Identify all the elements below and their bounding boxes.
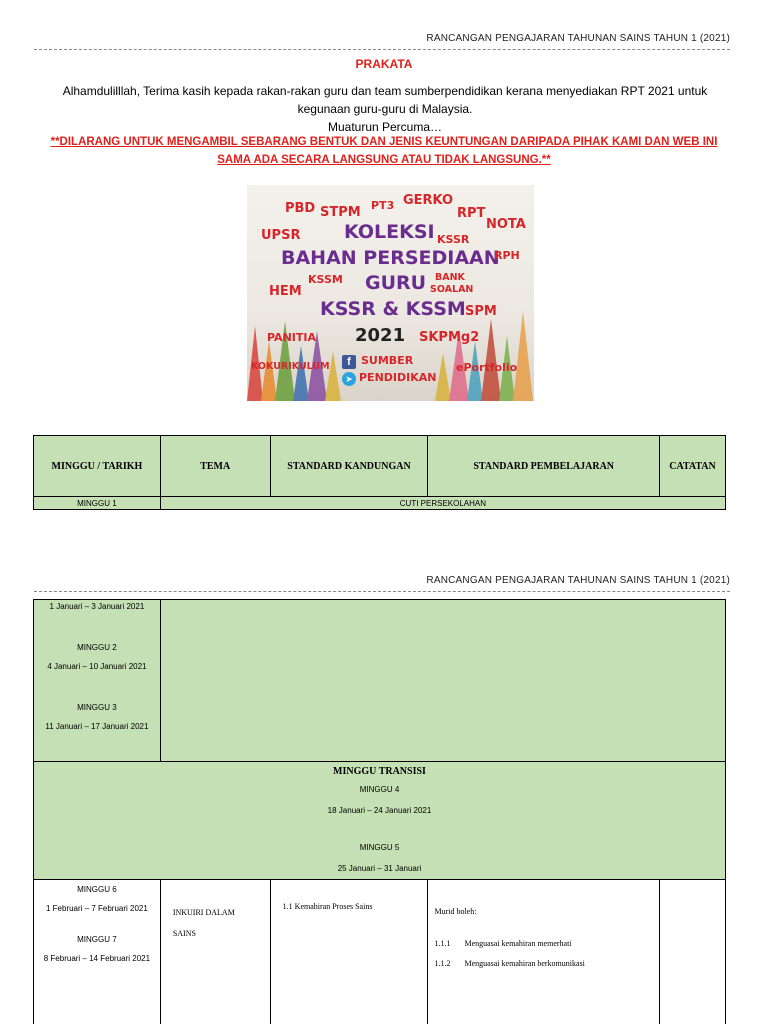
col-tema: TEMA (160, 436, 270, 497)
cell-minggu-transisi (34, 762, 726, 880)
header-rule (34, 49, 730, 50)
word-pbd: PBD (285, 201, 316, 216)
page-header-2 (34, 575, 730, 586)
word-upsr: UPSR (261, 228, 301, 243)
sp-item-1-text: Menguasai kemahiran memerhati (464, 939, 572, 948)
word-pendidikan: PENDIDIKAN (359, 371, 437, 384)
date-week-4: 18 Januari – 24 Januari 2021 (327, 806, 432, 815)
warning-text (34, 133, 734, 169)
header-text: RANCANGAN PENGAJARAN TAHUNAN SAINS TAHUN 1 (2021) (426, 33, 730, 44)
label-minggu-4: MINGGU 4 (359, 785, 400, 794)
warning-line: **DILARANG UNTUK MENGAMBIL SEBARANG BENTUK DAN JENIS KEUNTUNGAN DARIPADA PIHAK KAMI DAN WEB INI SAMA ADA SECARA LANGSUNG ATAU TIDAK LANGSUNG.** (50, 136, 718, 166)
word-eportfolio: ePortfolio (456, 361, 518, 374)
telegram-icon: ➤ (342, 372, 356, 386)
label-minggu-7: MINGGU 7 (77, 935, 117, 944)
word-skpmg2: SKPMg2 (419, 330, 480, 345)
label-minggu-6: MINGGU 6 (77, 885, 117, 894)
col-standard-kandungan: STANDARD KANDUNGAN (270, 436, 428, 497)
list-item (434, 934, 659, 954)
cell-minggu-1: MINGGU 1 (34, 497, 161, 510)
word-koleksi: KOLEKSI (344, 221, 435, 243)
word-sumber: SUMBER (361, 354, 414, 367)
date-week-2: 4 Januari – 10 Januari 2021 (47, 662, 147, 671)
word-gerko: GERKO (403, 193, 454, 208)
word-spm: SPM (465, 304, 497, 319)
label-minggu-3: MINGGU 3 (77, 703, 117, 712)
word-stpm: STPM (320, 205, 361, 220)
sp-item-2-text: Menguasai kemahiran berkomunikasi (464, 959, 585, 968)
intro-text (40, 82, 730, 136)
sp-intro: Murid boleh: (434, 907, 477, 916)
cell-lesson-weeks (34, 880, 161, 1024)
word-nota: NOTA (486, 217, 526, 232)
word-hem: HEM (269, 284, 302, 299)
word-pt3: PT3 (371, 199, 395, 212)
header-rule-2 (34, 591, 730, 592)
word-bahan-persediaan: BAHAN PERSEDIAAN (281, 247, 500, 269)
cell-cuti-empty (160, 600, 725, 762)
table-row-cuti (34, 600, 726, 762)
table-row-transisi (34, 762, 726, 880)
label-minggu-5: MINGGU 5 (359, 843, 400, 852)
word-kokurikulum: KOKURIKULUM (251, 361, 330, 372)
word-kssr-small: KSSR (437, 233, 470, 246)
rpt-header-table (33, 435, 726, 510)
sp-item-1-num: 1.1.1 (434, 939, 451, 948)
intro-line1: Alhamdulilllah, Terima kasih kepada rakan-rakan guru dan team sumberpendidikan kerana menyediakan RPT 2021 untuk kegunaan guru-guru di Malaysia. (62, 84, 708, 116)
date-week-1: 1 Januari – 3 Januari 2021 (49, 602, 145, 611)
cell-cuti-weeks (34, 600, 161, 762)
tema-line1: INKUIRI DALAM (172, 908, 235, 917)
date-week-6: 1 Februari – 7 Februari 2021 (45, 904, 148, 913)
cell-cuti-persekolahan: CUTI PERSEKOLAHAN (160, 497, 725, 510)
date-week-7: 8 Februari – 14 Februari 2021 (43, 954, 151, 963)
word-rpt: RPT (457, 206, 486, 221)
date-week-3: 11 Januari – 17 Januari 2021 (45, 722, 149, 731)
poster-image (247, 185, 534, 401)
table-row (34, 497, 726, 510)
table-header-row (34, 436, 726, 497)
word-soalan: SOALAN (430, 284, 474, 295)
word-rph: RPH (494, 249, 520, 262)
col-standard-pembelajaran: STANDARD PEMBELAJARAN (428, 436, 660, 497)
cell-standard-pembelajaran (428, 880, 660, 1024)
prakata-title: PRAKATA (355, 57, 413, 71)
intro-line2: Muaturun Percuma… (327, 120, 443, 134)
date-week-5: 25 Januari – 31 Januari (337, 864, 422, 873)
page-header (34, 33, 730, 44)
word-bank: BANK (435, 272, 465, 283)
word-kssm-small: KSSM (308, 273, 343, 286)
sp-item-2-num: 1.1.2 (434, 959, 451, 968)
poster-year: 2021 (355, 325, 406, 346)
header-text-2: RANCANGAN PENGAJARAN TAHUNAN SAINS TAHUN 1 (2021) (426, 575, 730, 586)
rpt-weeks-table (33, 599, 726, 1024)
col-catatan: CATATAN (660, 436, 726, 497)
label-minggu-2: MINGGU 2 (77, 643, 117, 652)
transisi-title: MINGGU TRANSISI (333, 766, 426, 777)
cell-tema (160, 880, 270, 1024)
facebook-icon: f (342, 355, 356, 369)
list-item (434, 954, 659, 974)
word-kssr-kssm: KSSR & KSSM (320, 298, 466, 320)
word-panitia: PANITIA (267, 331, 316, 344)
tema-line2: SAINS (172, 929, 196, 938)
word-guru: GURU (365, 272, 427, 294)
cell-standard-kandungan: 1.1 Kemahiran Proses Sains (270, 880, 428, 1024)
col-minggu-tarikh: MINGGU / TARIKH (34, 436, 161, 497)
table-row-lesson (34, 880, 726, 1024)
cell-catatan (660, 880, 726, 1024)
